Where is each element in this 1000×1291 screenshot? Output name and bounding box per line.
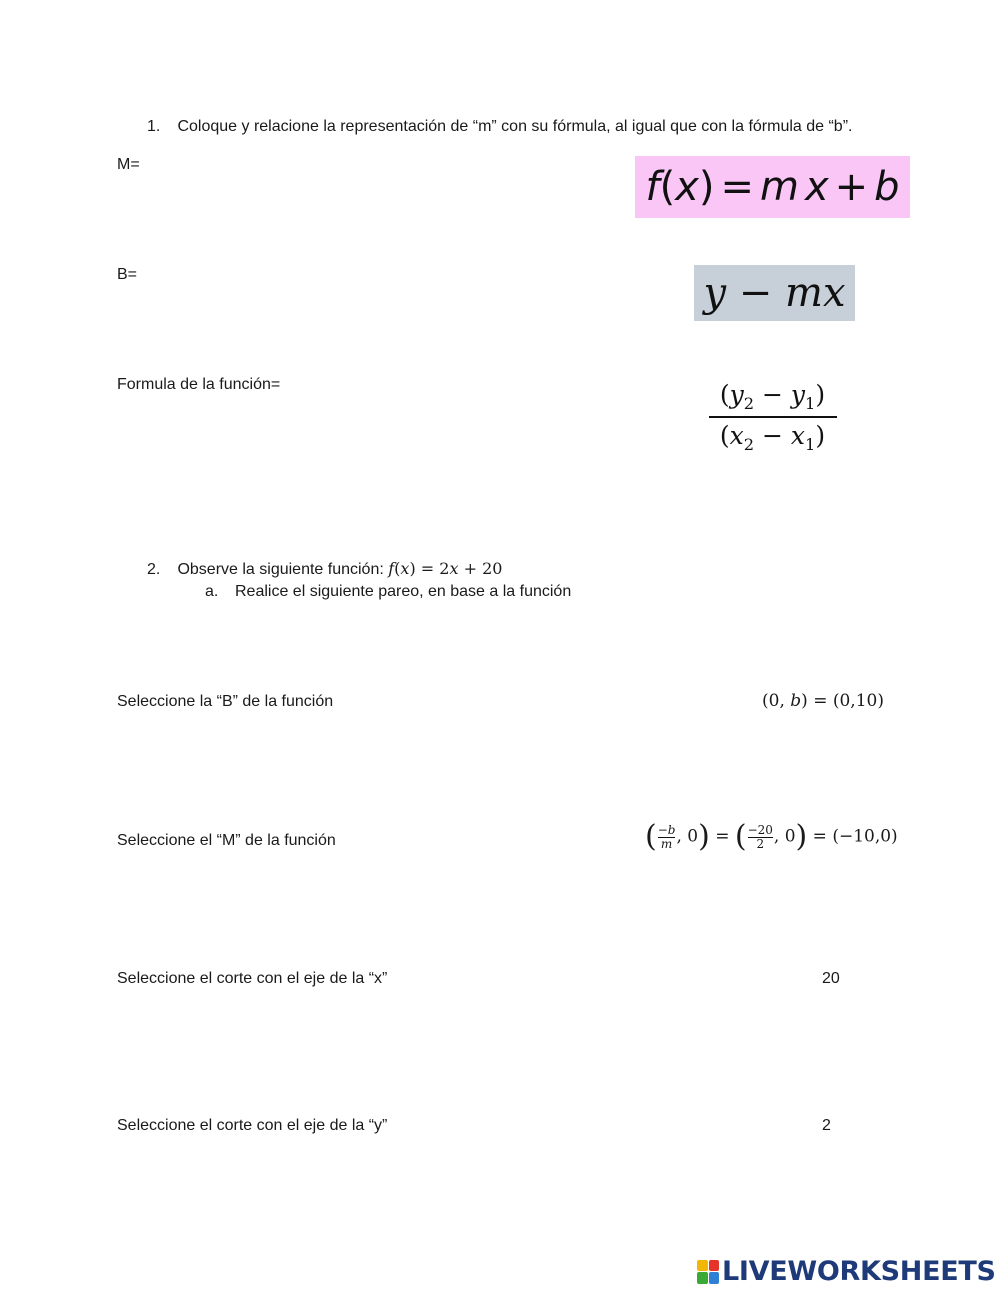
fx-f: f [645,164,660,210]
sub-text: Realice el siguiente pareo, en base a la función [235,583,572,600]
question-2a [205,583,571,601]
formula-card-y-minus-mx[interactable] [694,265,855,321]
fx-open: ( [659,164,676,210]
question-1 [147,118,852,136]
logo-text: LIVEWORKSHEETS [722,1256,996,1287]
ymx-mx: mx [785,270,846,316]
fx-close: ) [698,164,715,210]
question-number: 1. [147,118,161,135]
fx-b: b [874,164,900,210]
formula-card-fx[interactable] [635,156,910,218]
question-text: Coloque y relacione la representación de “m” con su fórmula, al igual que con la fórmula de “b”. [177,118,853,135]
liveworksheets-logo [697,1256,996,1287]
fx-x2: x [804,164,829,210]
logo-tile-v [697,1272,708,1284]
match-answer-20[interactable]: 20 [822,970,840,987]
match-prompt-b: Seleccione la “B” de la función [117,693,334,710]
fx-m: m [759,164,799,210]
slope-denominator: $(x_2 - x_1)$ [719,421,826,454]
label-formula: Formula de la función= [117,376,281,393]
ymx-y: y [703,270,727,316]
formula-card-slope[interactable] [700,380,845,454]
ymx-minus: − [738,270,773,316]
fraction-bar [709,416,837,418]
sub-letter: a. [205,583,219,600]
label-b: B= [117,266,138,283]
fx-plus: + [834,164,869,210]
logo-icon [697,1260,719,1284]
match-prompt-m: Seleccione el “M” de la función [117,832,336,849]
function-expression: f(x) = 2x + 20 [388,559,503,578]
logo-tile-i [709,1260,720,1272]
logo-tile-e [709,1272,720,1284]
match-answer-2[interactable]: 2 [822,1117,831,1134]
fx-eq: = [720,164,754,210]
match-answer-point-0-b[interactable]: (0, b) = (0,10) [762,691,884,711]
question-number: 2. [147,561,161,578]
label-m: M= [117,156,140,173]
match-prompt-x-intercept: Seleccione el corte con el eje de la “x” [117,970,388,987]
question-2 [147,559,502,579]
match-prompt-y-intercept: Seleccione el corte con el eje de la “y” [117,1117,388,1134]
question-text: Observe la siguiente función: [177,561,389,578]
fx-x: x [675,164,699,210]
slope-numerator: $(y_2 - y_1)$ [719,380,826,413]
match-answer-x-intercept-formula[interactable]: ( $\frac{-b}{m}$ , 0) = ( $\frac{-20}{2}$ , 0) = (−10,0) [645,819,898,854]
logo-tile-l [697,1260,708,1272]
